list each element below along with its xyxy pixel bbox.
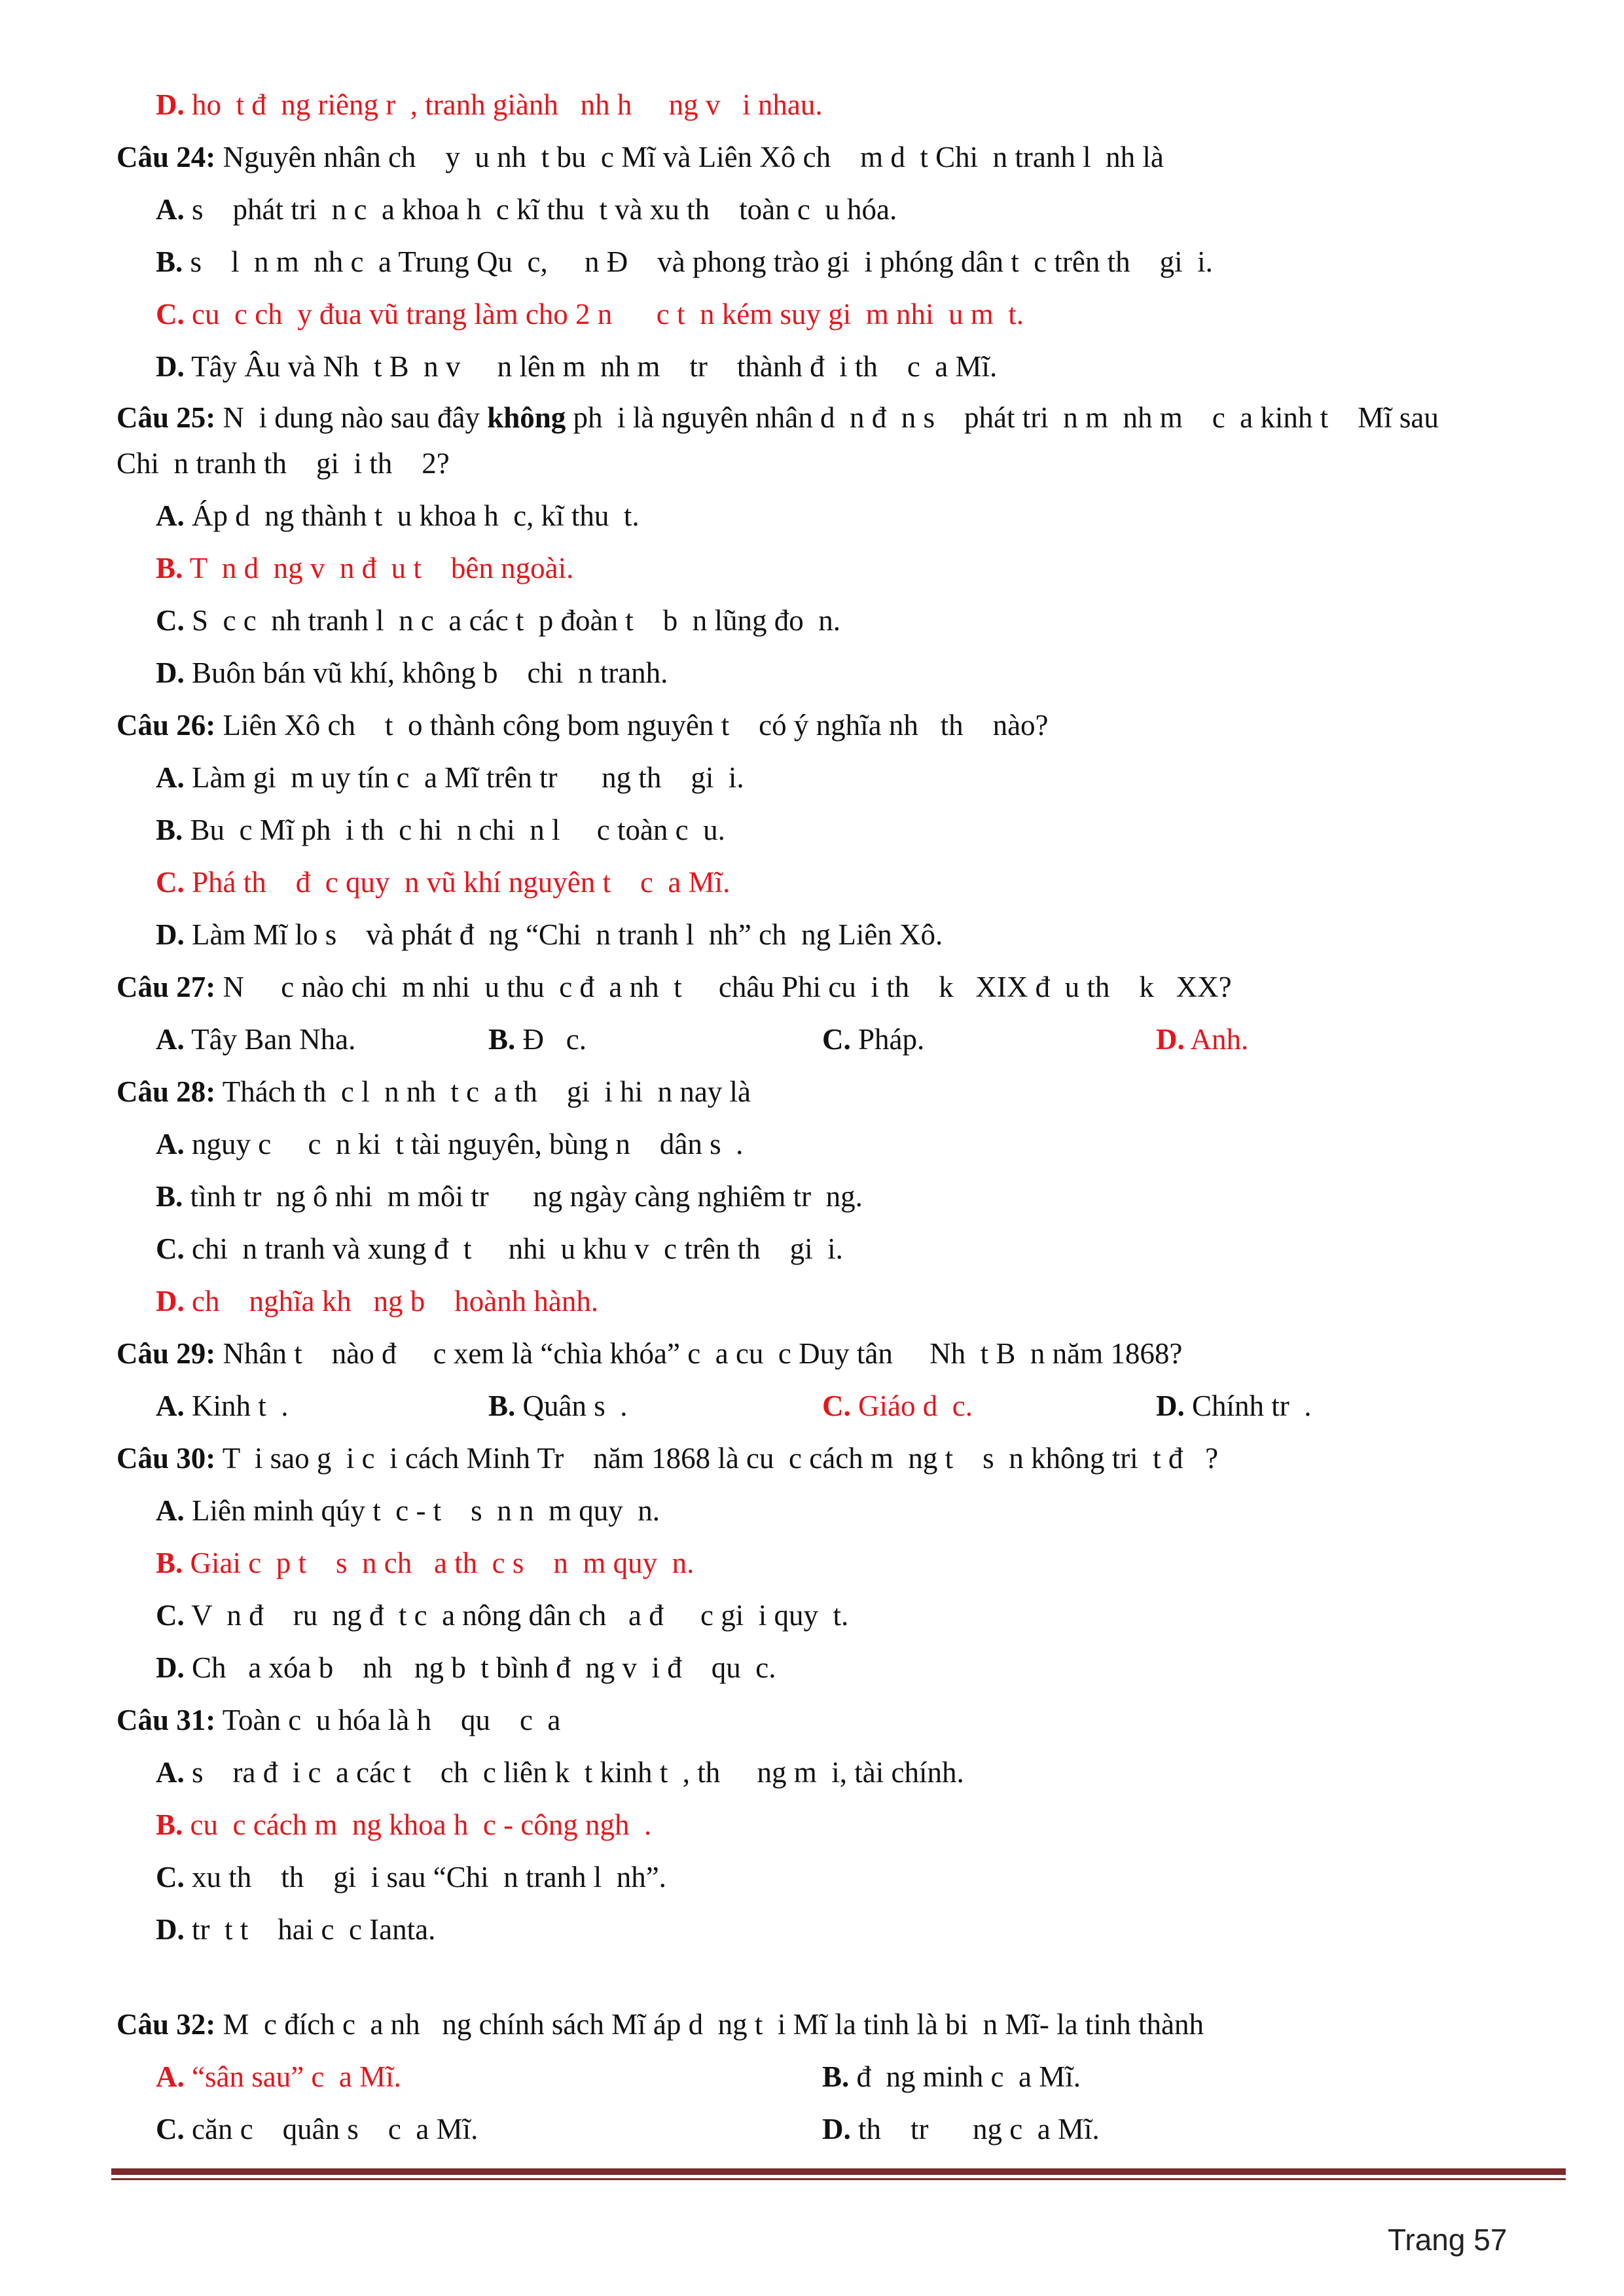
option-q24-a xyxy=(156,190,897,229)
option-q25-c xyxy=(156,601,840,640)
option-q29-b xyxy=(488,1386,628,1426)
option-text: ho t đ ng riêng r , tranh giành nh h ng v i nhau. xyxy=(184,88,823,121)
question-label: Câu 26: xyxy=(117,709,216,742)
question-text: Chi n tranh th gi i th 2? xyxy=(117,447,450,480)
option-q27-c xyxy=(822,1020,924,1059)
question-label: Câu 24: xyxy=(117,141,216,173)
option-label: B. xyxy=(156,1808,183,1841)
question-label: Câu 29: xyxy=(117,1337,216,1370)
option-q28-b xyxy=(156,1177,863,1216)
option-label: B. xyxy=(156,814,183,846)
option-text: đ ng minh c a Mĩ. xyxy=(849,2060,1081,2093)
option-text: Đ c. xyxy=(515,1023,586,1056)
option-q31-d xyxy=(156,1910,435,1949)
option-q30-d xyxy=(156,1648,776,1687)
option-text: Kinh t . xyxy=(184,1390,289,1422)
option-text: s ra đ i c a các t ch c liên k t kinh t , th ng m i, tài chính. xyxy=(184,1756,964,1789)
question-32 xyxy=(117,2005,1204,2044)
option-q29-c-answer xyxy=(822,1386,973,1426)
question-label: Câu 25: xyxy=(117,401,216,434)
option-text: cu c cách m ng khoa h c - công ngh . xyxy=(183,1808,652,1841)
option-text: Chính tr . xyxy=(1184,1390,1312,1422)
option-label: D. xyxy=(1156,1023,1185,1056)
option-label: D. xyxy=(156,88,185,121)
option-q24-d xyxy=(156,347,997,386)
option-text: T n d ng v n đ u t bên ngoài. xyxy=(183,552,574,584)
option-label: C. xyxy=(156,1861,185,1893)
option-text: Anh. xyxy=(1184,1023,1249,1056)
option-text: s phát tri n c a khoa h c kĩ thu t và xu th toàn c u hóa. xyxy=(184,193,897,226)
option-text: Quân s . xyxy=(515,1390,628,1422)
question-text: T i sao g i c i cách Minh Tr năm 1868 là cu c cách m ng t s n không tri t đ ? xyxy=(215,1442,1219,1475)
question-24 xyxy=(117,137,1164,177)
option-text: Tây Ban Nha. xyxy=(184,1023,356,1056)
question-25 xyxy=(117,398,1439,437)
option-q30-a xyxy=(156,1491,660,1530)
option-q28-d-answer xyxy=(156,1282,598,1321)
option-label: A. xyxy=(156,499,185,532)
option-label: D. xyxy=(156,350,185,383)
option-q28-c xyxy=(156,1229,843,1268)
option-label: C. xyxy=(822,1390,851,1422)
option-q28-a xyxy=(156,1124,743,1164)
question-29 xyxy=(117,1334,1182,1373)
option-text: Tây Âu và Nh t B n v n lên m nh m tr thành đ i th c a Mĩ. xyxy=(184,350,998,383)
question-27 xyxy=(117,967,1232,1007)
option-q32-a-answer xyxy=(156,2057,401,2096)
option-text: xu th th gi i sau “Chi n tranh l nh”. xyxy=(184,1861,666,1893)
option-label: B. xyxy=(156,552,183,584)
option-label: B. xyxy=(488,1023,516,1056)
option-q26-c-answer xyxy=(156,863,730,902)
option-label: A. xyxy=(156,2060,185,2093)
option-text: Liên minh qúy t c - t s n n m quy n. xyxy=(184,1494,660,1527)
question-text: Toàn c u hóa là h qu c a xyxy=(215,1704,561,1736)
option-q31-c xyxy=(156,1857,666,1897)
option-text: V n đ ru ng đ t c a nông dân ch a đ c gi i quy t. xyxy=(184,1599,849,1632)
option-label: D. xyxy=(156,1913,185,1946)
option-label: B. xyxy=(822,2060,850,2093)
option-q25-d xyxy=(156,653,668,692)
question-text: M c đích c a nh ng chính sách Mĩ áp d ng t i Mĩ la tinh là bi n Mĩ- la tinh thành xyxy=(215,2008,1204,2041)
option-q31-a xyxy=(156,1753,964,1792)
option-label: D. xyxy=(156,656,185,689)
option-label: A. xyxy=(156,1023,185,1056)
option-text: Giáo d c. xyxy=(850,1390,973,1422)
option-label: B. xyxy=(156,245,183,278)
option-text: Áp d ng thành t u khoa h c, kĩ thu t. xyxy=(184,499,640,532)
option-label: C. xyxy=(156,2113,185,2145)
option-text: th tr ng c a Mĩ. xyxy=(850,2113,1100,2145)
option-label: C. xyxy=(822,1023,851,1056)
question-label: Câu 32: xyxy=(117,2008,216,2041)
option-label: B. xyxy=(156,1180,183,1213)
page-number: Trang 57 xyxy=(1388,2223,1507,2257)
option-text: Làm Mĩ lo s và phát đ ng “Chi n tranh l nh” ch ng Liên Xô. xyxy=(184,918,943,951)
option-text: Phá th đ c quy n vũ khí nguyên t c a Mĩ. xyxy=(184,866,731,899)
option-text: s l n m nh c a Trung Qu c, n Đ và phong trào gi i phóng dân t c trên th gi i. xyxy=(183,245,1213,278)
option-label: D. xyxy=(156,1285,185,1318)
option-text: S c c nh tranh l n c a các t p đoàn t b n lũng đo n. xyxy=(184,604,841,637)
question-label: Câu 27: xyxy=(117,971,216,1003)
question-30 xyxy=(117,1439,1218,1478)
option-q29-a xyxy=(156,1386,289,1426)
option-text: căn c quân s c a Mĩ. xyxy=(184,2113,478,2145)
option-text: Pháp. xyxy=(850,1023,925,1056)
option-text: Buôn bán vũ khí, không b chi n tranh. xyxy=(184,656,668,689)
option-q24-b xyxy=(156,242,1213,281)
option-q24-c-answer xyxy=(156,295,1024,334)
option-q32-d xyxy=(822,2109,1100,2149)
question-text: N i dung nào sau đây không ph i là nguyên nhân d n đ n s phát tri n m nh m c a kinh t Mĩ sau xyxy=(215,401,1439,434)
option-label: D. xyxy=(822,2113,851,2145)
emphasis-not: không xyxy=(487,401,566,434)
question-31 xyxy=(117,1700,560,1740)
option-q25-a xyxy=(156,496,640,535)
option-text: cu c ch y đua vũ trang làm cho 2 n c t n kém suy gi m nhi u m t. xyxy=(184,298,1024,331)
option-label: C. xyxy=(156,1599,185,1632)
option-text: ch nghĩa kh ng b hoành hành. xyxy=(184,1285,599,1318)
option-text: tình tr ng ô nhi m môi tr ng ngày càng nghiêm tr ng. xyxy=(183,1180,863,1213)
option-text: chi n tranh và xung đ t nhi u khu v c trên th gi i. xyxy=(184,1232,843,1265)
option-q31-b-answer xyxy=(156,1805,651,1844)
option-label: A. xyxy=(156,761,185,794)
option-label: D. xyxy=(156,918,185,951)
option-q26-b xyxy=(156,810,725,850)
option-q26-d xyxy=(156,915,943,954)
option-label: A. xyxy=(156,1494,185,1527)
question-text: Liên Xô ch t o thành công bom nguyên t có ý nghĩa nh th nào? xyxy=(215,709,1049,742)
option-label: A. xyxy=(156,1390,185,1422)
option-label: C. xyxy=(156,1232,185,1265)
question-text: Nhân t nào đ c xem là “chìa khóa” c a cu c Duy tân Nh t B n năm 1868? xyxy=(215,1337,1183,1370)
option-text: Làm gi m uy tín c a Mĩ trên tr ng th gi i. xyxy=(184,761,744,794)
option-label: D. xyxy=(156,1651,185,1684)
option-q26-a xyxy=(156,758,744,797)
option-label: B. xyxy=(488,1390,516,1422)
option-label: B. xyxy=(156,1547,183,1579)
question-28 xyxy=(117,1072,751,1111)
option-text: Ch a xóa b nh ng b t bình đ ng v i đ qu c. xyxy=(184,1651,776,1684)
question-text: Nguyên nhân ch y u nh t bu c Mĩ và Liên Xô ch m d t Chi n tranh l nh là xyxy=(215,141,1164,173)
question-26 xyxy=(117,706,1049,745)
option-label: C. xyxy=(156,866,185,899)
option-label: A. xyxy=(156,1128,185,1160)
option-q32-b xyxy=(822,2057,1081,2096)
question-label: Câu 30: xyxy=(117,1442,216,1475)
option-label: C. xyxy=(156,298,185,331)
option-label: C. xyxy=(156,604,185,637)
option-q29-d xyxy=(1156,1386,1312,1426)
option-text: tr t t hai c c Ianta. xyxy=(184,1913,436,1946)
option-text: Giai c p t s n ch a th c s n m quy n. xyxy=(183,1547,695,1579)
option-text: Bu c Mĩ ph i th c hi n chi n l c toàn c u. xyxy=(183,814,725,846)
option-text: “sân sau” c a Mĩ. xyxy=(184,2060,401,2093)
question-label: Câu 28: xyxy=(117,1075,216,1108)
question-text: N c nào chi m nhi u thu c đ a nh t châu Phi cu i th k XIX đ u th k XX? xyxy=(215,971,1232,1003)
option-label: A. xyxy=(156,193,185,226)
option-q32-c xyxy=(156,2109,478,2149)
option-label: D. xyxy=(1156,1390,1185,1422)
option-q25-b-answer xyxy=(156,548,573,588)
option-text: nguy c c n ki t tài nguyên, bùng n dân s . xyxy=(184,1128,744,1160)
question-25-continued xyxy=(117,444,450,483)
answer-line-q23-d xyxy=(156,85,823,124)
option-q27-b xyxy=(488,1020,586,1059)
footer-divider-thin xyxy=(111,2178,1566,2180)
option-q30-b-answer xyxy=(156,1543,694,1583)
question-text: Thách th c l n nh t c a th gi i hi n nay là xyxy=(215,1075,751,1108)
question-label: Câu 31: xyxy=(117,1704,216,1736)
option-q30-c xyxy=(156,1596,848,1635)
option-q27-d-answer xyxy=(1156,1020,1248,1059)
footer-divider xyxy=(111,2168,1566,2175)
option-q27-a xyxy=(156,1020,355,1059)
option-label: A. xyxy=(156,1756,185,1789)
